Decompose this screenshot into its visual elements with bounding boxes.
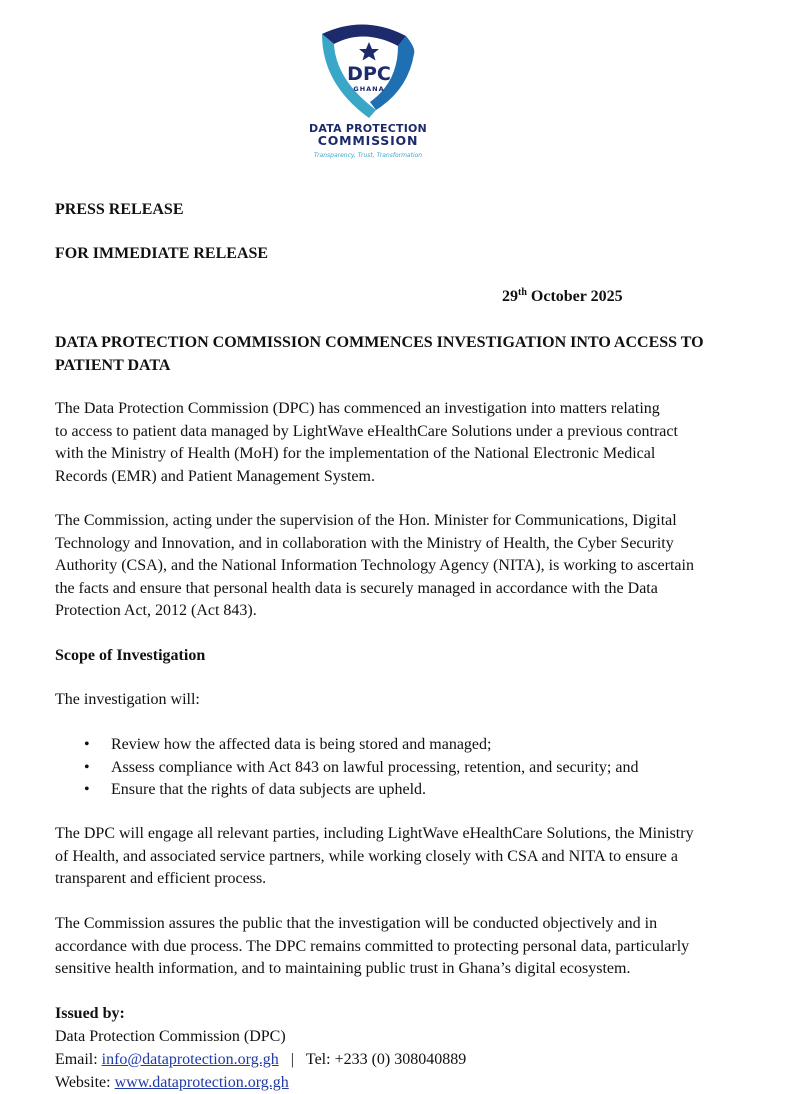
paragraph-1: The Data Protection Commission (DPC) has commenced an investigation into matters relating to access to patient data managed by LightWave eHealthCare Solutions under a previous contract with the Ministry of Health (MoH) for the implementation of the National Electronic Medical Records (EMR) and Patient Management System. bbox=[55, 400, 678, 485]
dpc-logo bbox=[300, 6, 460, 166]
immediate-release-label: FOR IMMEDIATE RELEASE bbox=[55, 245, 269, 262]
bullet-icon: • bbox=[84, 758, 90, 776]
svg-text:GHANA: GHANA bbox=[353, 85, 385, 93]
headline: DATA PROTECTION COMMISSION COMMENCES INVESTIGATION INTO ACCESS TO PATIENT DATA bbox=[55, 334, 704, 374]
telephone: Tel: +233 (0) 308040889 bbox=[305, 1051, 467, 1068]
paragraph-4: The Commission assures the public that the investigation will be conducted objectively and in accordance with due process. The DPC remains committed to protecting personal data, particularly sensitive health information, and to maintaining public trust in Ghana’s digital ecosystem. bbox=[55, 915, 690, 978]
bullet-icon: • bbox=[84, 736, 90, 753]
scope-heading: Scope of Investigation bbox=[55, 647, 206, 664]
email-link[interactable]: info@dataprotection.org.gh bbox=[101, 1051, 279, 1068]
list-item: • Assess compliance with Act 843 on lawful processing, retention, and security; and bbox=[84, 757, 638, 780]
website-line: Website: www.dataprotection.org.gh bbox=[55, 1074, 289, 1091]
press-release-label: PRESS RELEASE bbox=[55, 201, 184, 218]
scope-intro: The investigation will: bbox=[55, 691, 200, 708]
bullet-icon: • bbox=[84, 781, 90, 798]
issued-by-label: Issued by: bbox=[55, 1005, 125, 1022]
issuer-block bbox=[55, 1002, 466, 1094]
shield-icon bbox=[314, 14, 424, 124]
issuer-name: Data Protection Commission (DPC) bbox=[55, 1028, 286, 1045]
release-date: 29th October 2025 bbox=[502, 287, 623, 305]
separator: | bbox=[290, 1051, 294, 1068]
contact-line: Email: info@dataprotection.org.gh | Tel: +233 (0) 308040889 bbox=[55, 1051, 467, 1068]
logo-name: DATA PROTECTION COMMISSION bbox=[309, 122, 427, 148]
svg-text:DPC: DPC bbox=[347, 63, 391, 85]
paragraph-2: The Commission, acting under the supervision of the Hon. Minister for Communications, Digital Technology and Innovation, and in collaboration with the Ministry of Health, the Cyber Security Authority (CSA), and the National Information Technology Agency (NITA), is working to ascertain the facts and ensure that personal health data is securely managed in accordance with the Data Protection Act, 2012 (Act 843). bbox=[55, 512, 694, 620]
logo-tagline: Transparency, Trust, Transformation bbox=[313, 152, 423, 159]
scope-list bbox=[84, 734, 638, 802]
list-item: • Review how the affected data is being stored and managed; bbox=[84, 734, 638, 757]
list-item: • Ensure that the rights of data subjects are upheld. bbox=[84, 779, 638, 802]
paragraph-3: The DPC will engage all relevant parties, including LightWave eHealthCare Solutions, the Ministry of Health, and associated service partners, while working closely with CSA and NITA to ensure a transparent and efficient process. bbox=[55, 825, 694, 888]
website-link[interactable]: www.dataprotection.org.gh bbox=[114, 1074, 289, 1091]
